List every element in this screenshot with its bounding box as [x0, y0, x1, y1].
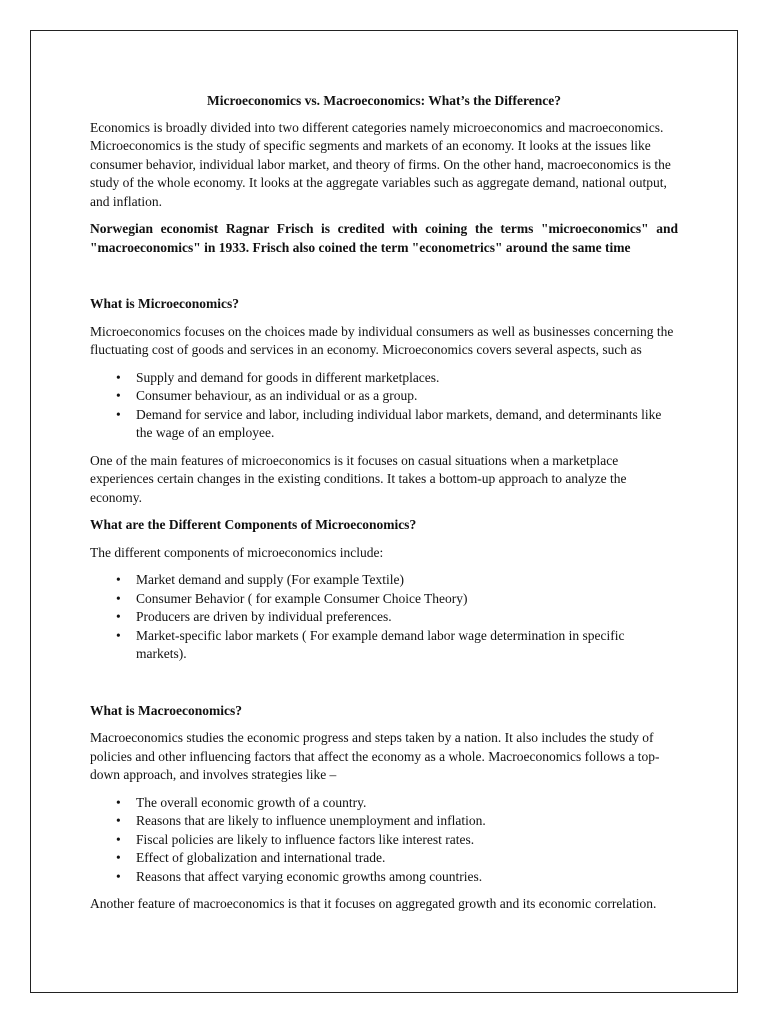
bullet-icon: • — [116, 609, 121, 624]
bullet-icon: • — [116, 813, 121, 828]
components-heading: What are the Different Components of Microeconomics? — [90, 517, 417, 532]
frisch-note-paragraph: Norwegian economist Ragnar Frisch is credited with coining the terms "microeconomics" and "macroeconomics" in 1933. Frisch also coined the term "econometrics" around the same time — [90, 221, 678, 255]
list-item-text: Reasons that are likely to influence unemployment and inflation. — [136, 813, 486, 828]
section-spacer — [90, 673, 678, 702]
microeconomics-paragraph: Microeconomics focuses on the choices made by individual consumers as well as businesses concerning the fluctuating cost of goods and services in an economy. Microeconomics covers several aspects, such as — [90, 323, 674, 357]
list-item — [116, 794, 678, 813]
bullet-icon: • — [116, 406, 121, 422]
bullet-icon: • — [116, 850, 121, 865]
list-item — [116, 812, 678, 831]
bullet-icon: • — [116, 369, 121, 385]
list-item — [116, 387, 678, 406]
list-item-text: Market-specific labor markets ( For example demand labor wage determination in specific markets). — [136, 627, 625, 661]
components-paragraph: The different components of microeconomics include: — [90, 544, 384, 560]
list-item-text: Effect of globalization and international trade. — [136, 850, 386, 865]
macroeconomics-paragraph: Macroeconomics studies the economic progress and steps taken by a nation. It also includes the study of policies and other influencing factors that affect the economy as a whole. Macroeconomics follows a top-down approach, and involves strategies like – — [90, 730, 660, 782]
bullet-icon: • — [116, 572, 121, 587]
macroeconomics-strategies-list — [90, 794, 678, 887]
list-item-text: The overall economic growth of a country. — [136, 794, 367, 810]
components-list — [90, 571, 678, 664]
list-item-text: Reasons that affect varying economic growths among countries. — [136, 868, 483, 884]
bullet-icon: • — [116, 794, 121, 810]
list-item-text: Consumer behaviour, as an individual or as a group. — [136, 388, 418, 403]
document-title: Microeconomics vs. Macroeconomics: What’s the Difference? — [207, 93, 561, 108]
list-item — [116, 627, 678, 664]
bullet-icon: • — [116, 868, 121, 884]
list-item — [116, 369, 678, 388]
microeconomics-aspects-list — [90, 369, 678, 443]
bullet-icon: • — [116, 590, 121, 606]
microeconomics-heading: What is Microeconomics? — [90, 296, 239, 311]
bullet-icon: • — [116, 388, 121, 403]
list-item-text: Demand for service and labor, including individual labor markets, demand, and determinants like the wage of an employee. — [136, 406, 662, 440]
list-item — [116, 590, 678, 609]
list-item-text: Producers are driven by individual preferences. — [136, 609, 392, 624]
list-item-text: Market demand and supply (For example Textile) — [136, 572, 404, 587]
list-item — [116, 608, 678, 627]
macroeconomics-heading: What is Macroeconomics? — [90, 702, 242, 718]
macroeconomics-features-paragraph: Another feature of macroeconomics is that it focuses on aggregated growth and its economic correlation. — [90, 896, 657, 911]
bullet-icon: • — [116, 627, 121, 643]
document-body — [90, 92, 678, 923]
microeconomics-features-paragraph: One of the main features of microeconomics is it focuses on casual situations when a marketplace experiences certain changes in the existing conditions. It takes a bottom-up approach to analyze the economy. — [90, 452, 627, 505]
list-item — [116, 849, 678, 868]
section-spacer — [90, 266, 678, 295]
list-item — [116, 868, 678, 887]
list-item — [116, 831, 678, 850]
list-item-text: Fiscal policies are likely to influence factors like interest rates. — [136, 831, 475, 847]
list-item-text: Consumer Behavior ( for example Consumer Choice Theory) — [136, 590, 468, 606]
list-item — [116, 406, 678, 443]
list-item — [116, 571, 678, 590]
list-item-text: Supply and demand for goods in different marketplaces. — [136, 369, 440, 385]
intro-paragraph: Economics is broadly divided into two different categories namely microeconomics and macroeconomics. Microeconomics is the study of specific segments and markets of an economy. It looks at the issues like consumer behavior, individual labor market, and theory of firms. On the other hand, macroeconomics is the study of the whole economy. It looks at the aggregate variables such as aggregate demand, national output, and inflation. — [90, 119, 671, 209]
bullet-icon: • — [116, 831, 121, 847]
